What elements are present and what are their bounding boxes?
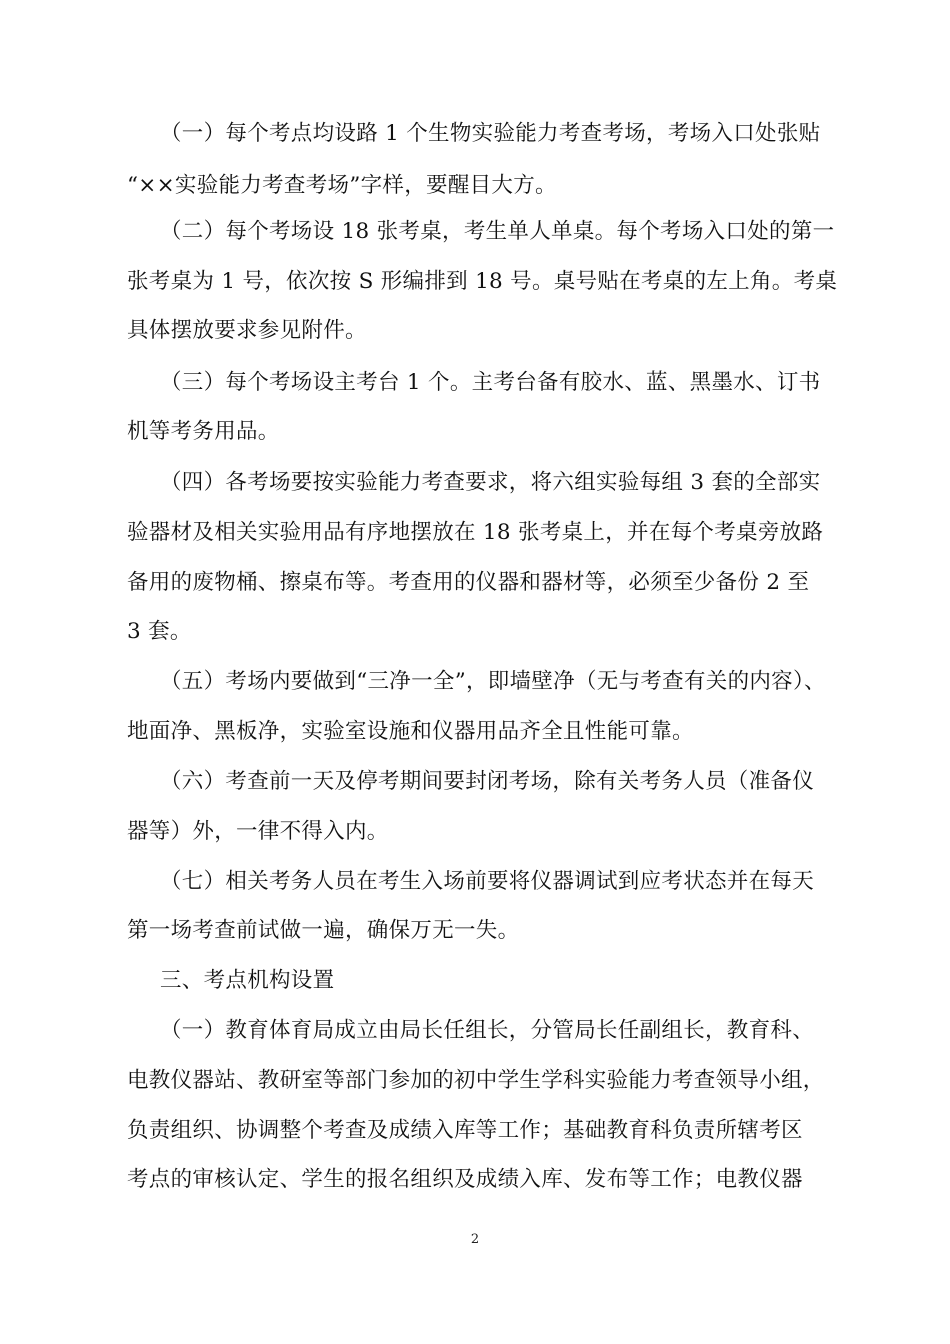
page-number: 2	[470, 1232, 480, 1247]
paragraph-8-line-1: （一）教育体育局成立由局长任组长，分管局长任副组长，教育科、	[160, 1018, 815, 1043]
paragraph-6-line-2: 器等）外，一律不得入内。	[127, 819, 389, 844]
paragraph-2-line-3: 具体摆放要求参见附件。	[127, 318, 367, 343]
paragraph-4-line-4: 3 套。	[127, 619, 192, 644]
paragraph-8-line-2: 电教仪器站、教研室等部门参加的初中学生学科实验能力考查领导小组，	[127, 1068, 825, 1093]
paragraph-4-line-1: （四）各考场要按实验能力考查要求，将六组实验每组 3 套的全部实	[160, 470, 821, 495]
paragraph-3-line-1: （三）每个考场设主考台 1 个。主考台备有胶水、蓝、黑墨水、订书	[160, 370, 821, 395]
paragraph-5-line-2: 地面净、黑板净，实验室设施和仪器用品齐全且性能可靠。	[127, 719, 694, 744]
paragraph-8-line-3: 负责组织、协调整个考查及成绩入库等工作；基础教育科负责所辖考区	[127, 1118, 803, 1143]
paragraph-3-line-2: 机等考务用品。	[127, 419, 280, 444]
paragraph-5-line-1: （五）考场内要做到“三净一全”，即墙壁净（无与考查有关的内容）、	[160, 669, 826, 694]
paragraph-2-line-1: （二）每个考场设 18 张考桌，考生单人单桌。每个考场入口处的第一	[160, 219, 835, 244]
paragraph-8-line-4: 考点的审核认定、学生的报名组织及成绩入库、发布等工作；电教仪器	[127, 1167, 803, 1192]
paragraph-7-line-2: 第一场考查前试做一遍，确保万无一失。	[127, 918, 520, 943]
paragraph-2-line-2: 张考桌为 1 号，依次按 S 形编排到 18 号。桌号贴在考桌的左上角。考桌	[127, 269, 838, 294]
paragraph-6-line-1: （六）考查前一天及停考期间要封闭考场，除有关考务人员（准备仪	[160, 769, 815, 794]
paragraph-4-line-3: 备用的废物桶、擦桌布等。考查用的仪器和器材等，必须至少备份 2 至	[127, 570, 810, 595]
paragraph-7-line-1: （七）相关考务人员在考生入场前要将仪器调试到应考状态并在每天	[160, 869, 815, 894]
paragraph-4-line-2: 验器材及相关实验用品有序地摆放在 18 张考桌上，并在每个考桌旁放路	[127, 520, 824, 545]
paragraph-1-line-2: “××实验能力考查考场”字样，要醒目大方。	[127, 173, 557, 198]
paragraph-1-line-1: （一）每个考点均设路 1 个生物实验能力考查考场，考场入口处张贴	[160, 121, 821, 146]
section-heading: 三、考点机构设置	[160, 968, 335, 993]
